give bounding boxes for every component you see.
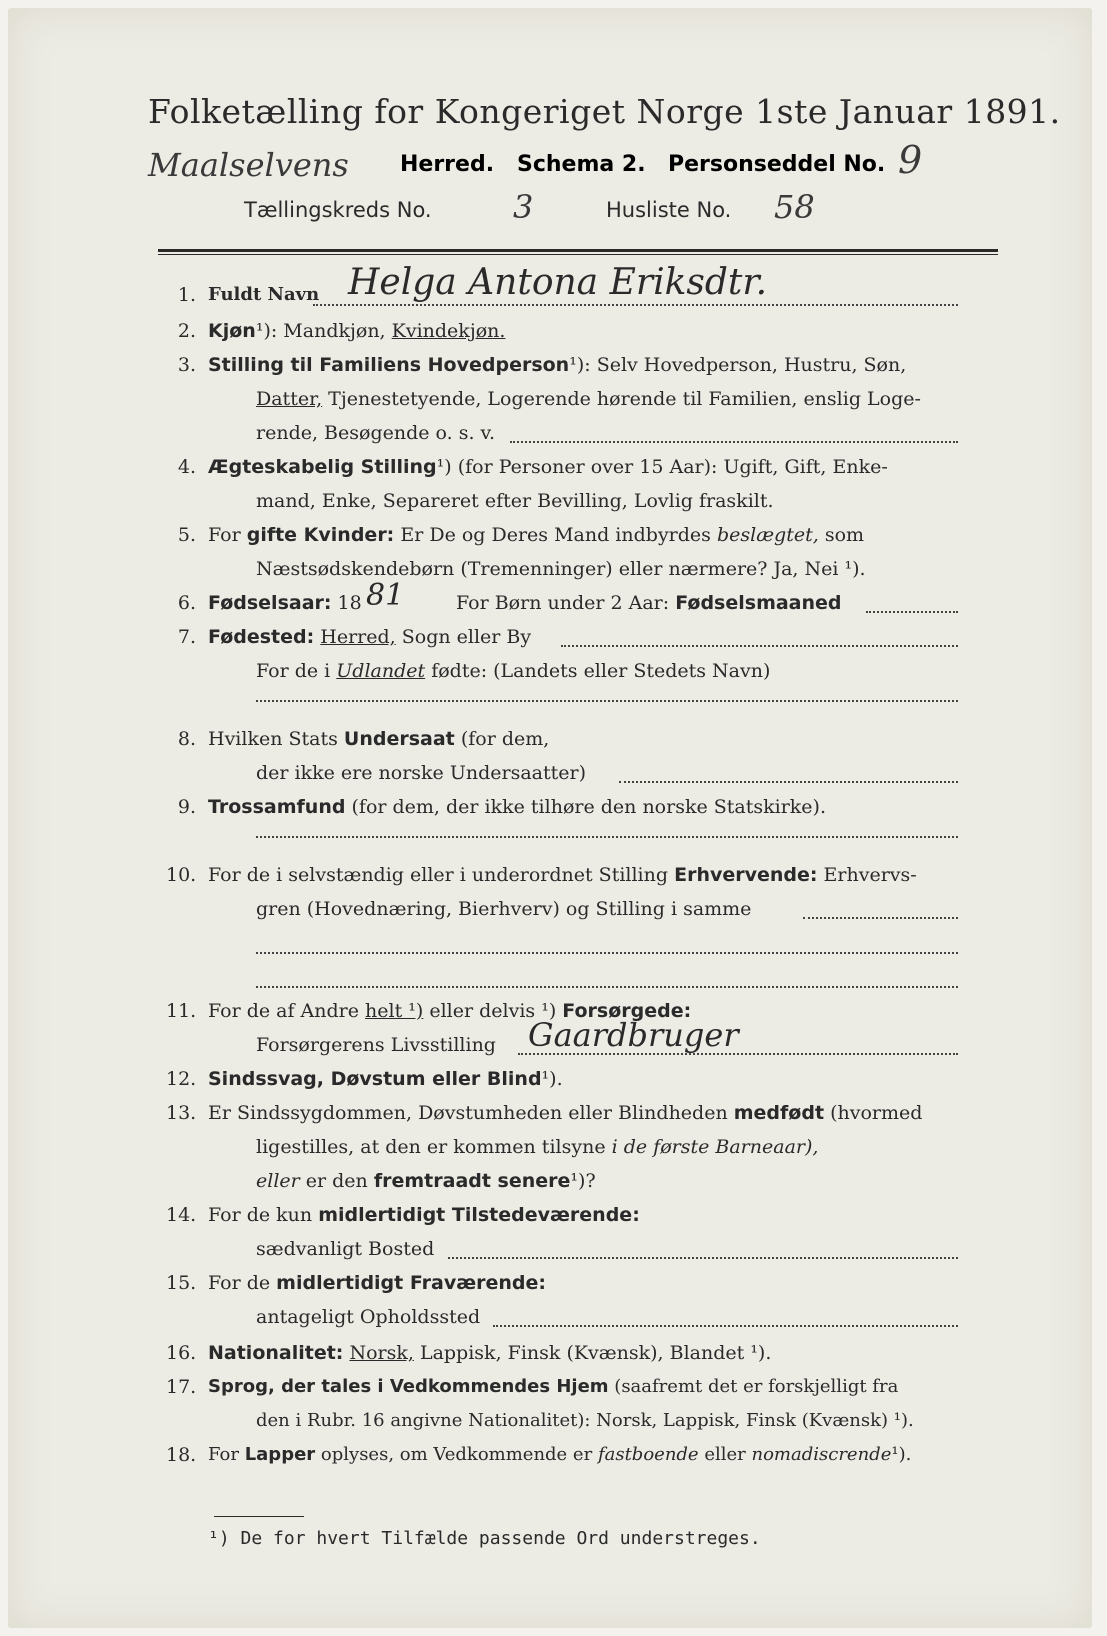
personseddel-value: 9: [898, 138, 923, 182]
husliste-label: Husliste No.: [606, 198, 732, 222]
item-number: 6.: [177, 592, 196, 614]
item5-line2: Næstsødskendebørn (Tremenninger) eller nærmere? Ja, Nei ¹).: [256, 558, 866, 580]
item-number: 11.: [166, 1000, 197, 1022]
item3-line2: Datter, Tjenestetyende, Logerende hørende til Familien, enslig Loge-: [256, 388, 921, 410]
item10-line1: For de i selvstændig eller i underordnet Stilling Erhvervende: Erhvervs-: [208, 864, 917, 886]
footnote-rule: [214, 1516, 304, 1517]
herred-value: Maalselvens: [148, 146, 349, 184]
item2-text: Kjøn¹): Mandkjøn, Kvindekjøn.: [208, 320, 506, 342]
item13-line1: Er Sindssygdommen, Døvstumheden eller Blindheden medfødt (hvormed: [208, 1102, 923, 1124]
item-number: 5.: [177, 524, 196, 546]
item-number: 17.: [166, 1376, 197, 1398]
item11-line1: For de af Andre helt ¹) eller delvis ¹) Forsørgede:: [208, 1000, 692, 1022]
item-number: 10.: [166, 864, 197, 886]
dotted-line: [518, 1053, 958, 1055]
item-number: 12.: [166, 1068, 197, 1090]
item13-line3: eller er den fremtraadt senere¹)?: [256, 1170, 596, 1192]
form-title: Folketælling for Kongeriget Norge 1ste Januar 1891.: [148, 92, 1061, 131]
header-line-kreds: [148, 188, 1018, 236]
item17-line1: Sprog, der tales i Vedkommendes Hjem (saafremt det er forskjelligt fra: [208, 1376, 899, 1397]
item5-line1: For gifte Kvinder: Er De og Deres Mand indbyrdes beslægtet, som: [208, 524, 865, 546]
header-rule: [158, 249, 998, 252]
item-number: 2.: [177, 320, 196, 342]
herred-label: Herred.: [400, 152, 495, 177]
dotted-line: [256, 952, 958, 954]
item18-text: For Lapper oplyses, om Vedkommende er fastboende eller nomadiscrende¹).: [208, 1444, 912, 1465]
header-line-herred: [148, 138, 1018, 194]
item-number: 18.: [166, 1444, 197, 1466]
dotted-line: [313, 304, 958, 306]
item3-line1: Stilling til Familiens Hovedperson¹): Selv Hovedperson, Hustru, Søn,: [208, 354, 907, 376]
item-number: 4.: [177, 456, 196, 478]
item17-line2: den i Rubr. 16 angivne Nationalitet): Norsk, Lappisk, Finsk (Kvænsk) ¹).: [256, 1410, 914, 1431]
item14-line1: For de kun midlertidigt Tilstedeværende:: [208, 1204, 640, 1226]
item16-text: Nationalitet: Norsk, Lappisk, Finsk (Kvænsk), Blandet ¹).: [208, 1342, 772, 1364]
item7-line2: For de i Udlandet fødte: (Landets eller Stedets Navn): [256, 660, 771, 682]
schema-label: Schema 2.: [517, 152, 646, 177]
item6-text-2: For Børn under 2 Aar: Fødselsmaaned: [456, 592, 842, 614]
taellingskreds-label: Tællingskreds No.: [244, 198, 432, 222]
item1-value: Helga Antona Eriksdtr.: [348, 262, 768, 303]
husliste-value: 58: [774, 188, 815, 226]
item15-line2: antageligt Opholdssted: [256, 1306, 481, 1328]
item4-line2: mand, Enke, Separeret efter Bevilling, Lovlig fraskilt.: [256, 490, 774, 512]
item12-text: Sindssvag, Døvstum eller Blind¹).: [208, 1068, 563, 1090]
item6-text: Fødselsaar: 18: [208, 592, 362, 614]
item7-line1: Fødested: Herred, Sogn eller By: [208, 626, 532, 648]
dotted-line: [866, 611, 958, 613]
census-form-page: [8, 8, 1092, 1628]
item-number: 15.: [166, 1272, 197, 1294]
item3-line3: rende, Besøgende o. s. v.: [256, 422, 496, 444]
item9-text: Trossamfund (for dem, der ikke tilhøre den norske Statskirke).: [208, 796, 826, 818]
footnote: ¹) De for hvert Tilfælde passende Ord understreges.: [208, 1528, 761, 1549]
dotted-line: [448, 1257, 958, 1259]
item-number: 7.: [177, 626, 196, 648]
dotted-line: [561, 645, 958, 647]
item-number: 16.: [166, 1342, 197, 1364]
dotted-line: [619, 781, 958, 783]
item13-line2: ligestilles, at den er kommen tilsyne i de første Barneaar),: [256, 1136, 819, 1158]
item-number: 1.: [177, 284, 196, 306]
item-number: 13.: [166, 1102, 197, 1124]
item-number: 8.: [177, 728, 196, 750]
header-rule-thin: [158, 254, 998, 255]
item8-line1: Hvilken Stats Undersaat (for dem,: [208, 728, 550, 750]
item8-line2: der ikke ere norske Undersaatter): [256, 762, 586, 784]
item6-value: 81: [366, 578, 405, 613]
dotted-line: [493, 1325, 958, 1327]
item11-line2: Forsørgerens Livsstilling: [256, 1034, 496, 1056]
personseddel-label: Personseddel No.: [668, 152, 886, 177]
item10-line2: gren (Hovednæring, Bierhverv) og Stilling i samme: [256, 898, 752, 920]
item-number: 3.: [177, 354, 196, 376]
dotted-line: [510, 441, 958, 443]
item15-line1: For de midlertidigt Fraværende:: [208, 1272, 546, 1294]
dotted-line: [256, 700, 958, 702]
dotted-line: [256, 986, 958, 988]
dotted-line: [803, 917, 958, 919]
item1-label: Fuldt Navn: [208, 284, 320, 305]
item11-value: Gaardbruger: [528, 1016, 739, 1054]
item-number: 14.: [166, 1204, 197, 1226]
item-number: 9.: [177, 796, 196, 818]
dotted-line: [256, 836, 958, 838]
item14-line2: sædvanligt Bosted: [256, 1238, 435, 1260]
item4-line1: Ægteskabelig Stilling¹) (for Personer over 15 Aar): Ugift, Gift, Enke-: [208, 456, 888, 478]
taellingskreds-value: 3: [513, 188, 534, 226]
